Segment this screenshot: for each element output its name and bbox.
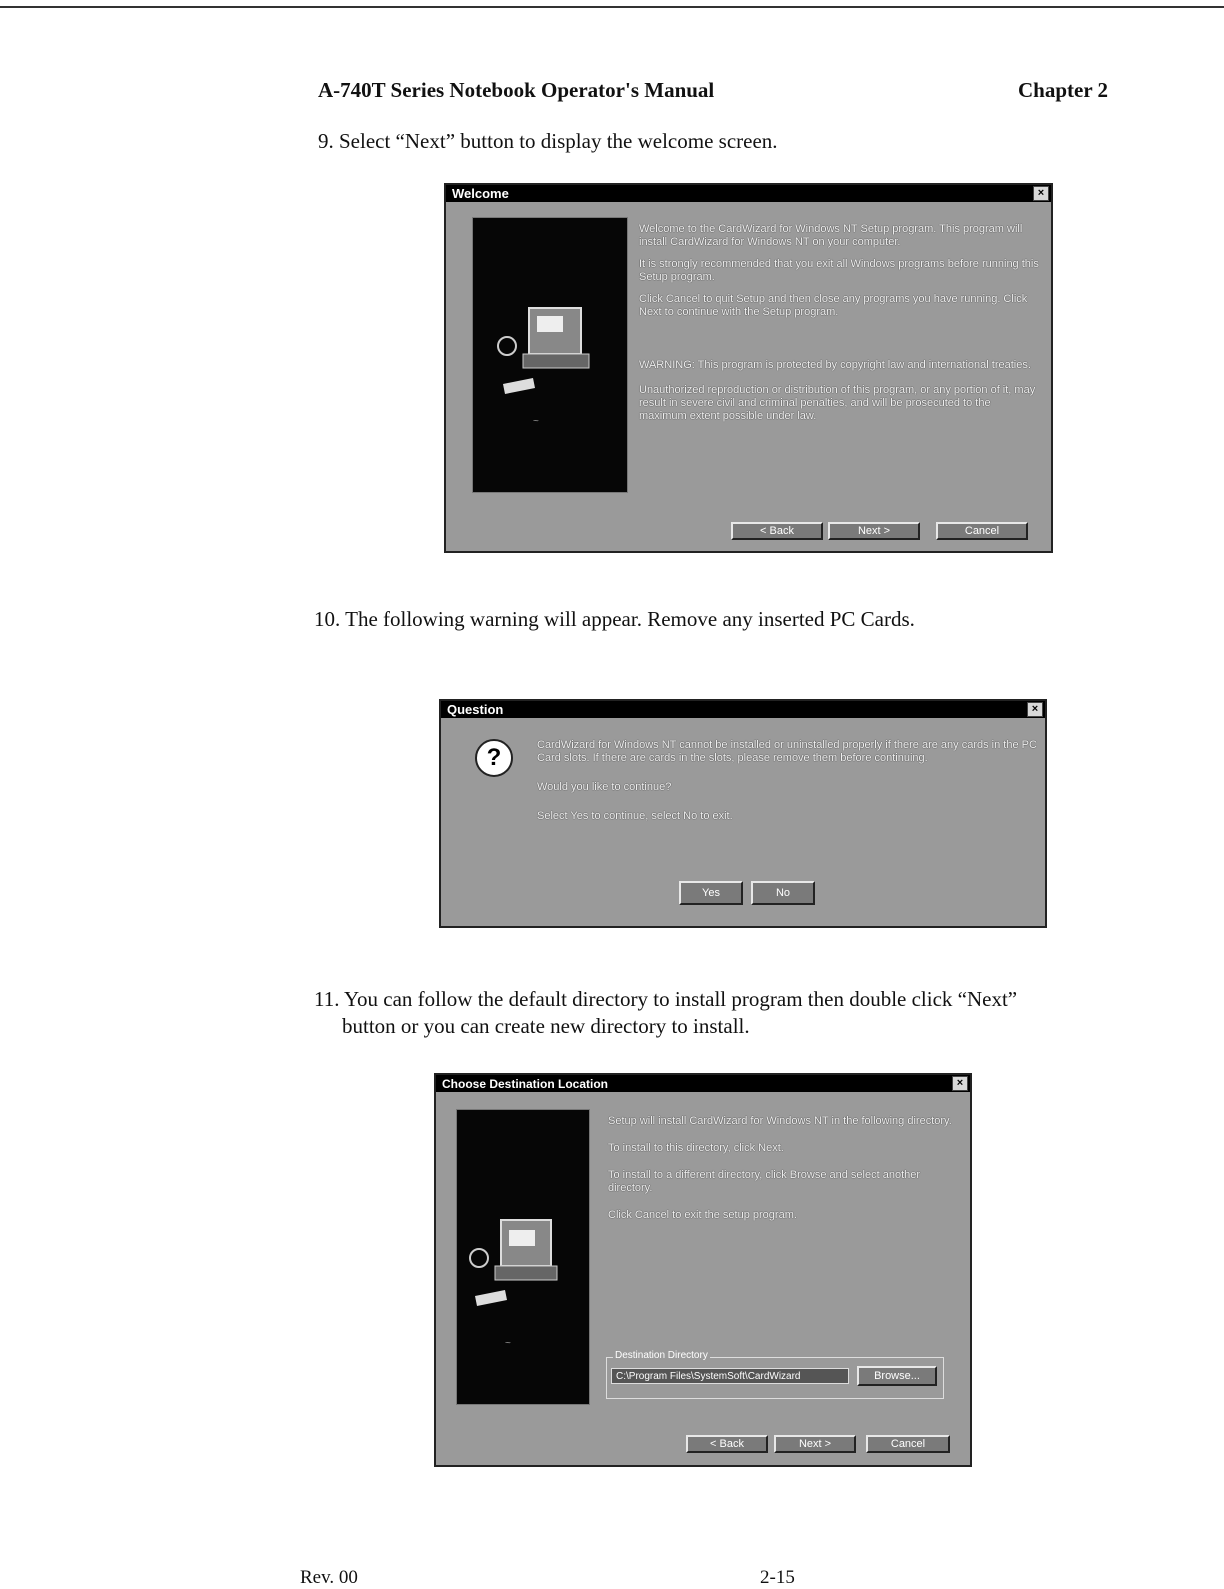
- welcome-paragraph: Welcome to the CardWizard for Windows NT Setup program. This program will install CardWizard for Windows NT on your computer.: [639, 223, 1023, 248]
- svg-text:~: ~: [533, 416, 539, 427]
- svg-text:~: ~: [505, 1338, 511, 1349]
- question-paragraph: Would you like to continue?: [537, 781, 672, 793]
- question-icon: ?: [475, 739, 513, 777]
- destination-paragraph: Click Cancel to exit the setup program.: [608, 1209, 797, 1221]
- cancel-button[interactable]: Cancel: [866, 1435, 950, 1453]
- welcome-close-button[interactable]: ×: [1033, 186, 1049, 201]
- destination-paragraph: To install to a different directory, click Browse and select another directory.: [608, 1169, 921, 1194]
- step-11-line-2: button or you can create new directory to install.: [342, 1014, 750, 1038]
- destination-close-button[interactable]: ×: [952, 1076, 968, 1091]
- destination-path-field: C:\Program Files\SystemSoft\CardWizard: [611, 1368, 849, 1384]
- destination-paragraph: Setup will install CardWizard for Windows NT in the following directory.: [608, 1115, 952, 1127]
- welcome-paragraph: Click Cancel to quit Setup and then close any programs you have running. Click Next to continue with the Setup program.: [639, 293, 1028, 318]
- question-paragraph: Select Yes to continue, select No to exit.: [537, 810, 733, 822]
- step-11-line-1: 11. You can follow the default directory to install program then double click “Next”: [314, 987, 1018, 1011]
- question-paragraph: CardWizard for Windows NT cannot be installed or uninstalled properly if there are any cards in the PC Card slots. If there are cards in the slots, please remove them before continuing.: [537, 739, 1037, 764]
- destination-directory-label: Destination Directory: [615, 1350, 708, 1361]
- page-number: 2-15: [760, 1567, 795, 1588]
- destination-dialog: [434, 1073, 972, 1467]
- destination-directory-group: [606, 1350, 944, 1399]
- cancel-button[interactable]: Cancel: [936, 522, 1028, 540]
- back-button[interactable]: < Back: [731, 522, 823, 540]
- welcome-paragraph: Unauthorized reproduction or distribution of this program, or any portion of it, may result in severe civil and criminal penalties, and will be prosecuted to the maximum extent possible under law.: [639, 384, 1036, 422]
- welcome-title: Welcome: [452, 186, 509, 201]
- question-dialog: [439, 699, 1047, 928]
- step-10: 10. The following warning will appear. Remove any inserted PC Cards.: [314, 607, 915, 631]
- destination-message: [608, 1115, 958, 1231]
- top-rule: [0, 6, 1224, 8]
- destination-paragraph: To install to this directory, click Next.: [608, 1142, 784, 1154]
- yes-button[interactable]: Yes: [679, 881, 743, 905]
- welcome-side-panel: [472, 217, 628, 493]
- welcome-titlebar: [446, 185, 1051, 202]
- manual-title: A-740T Series Notebook Operator's Manual: [318, 78, 715, 102]
- destination-titlebar: [436, 1075, 970, 1092]
- no-button[interactable]: No: [751, 881, 815, 905]
- welcome-dialog: [444, 183, 1053, 553]
- question-titlebar: [441, 701, 1045, 718]
- revision-label: Rev. 00: [300, 1567, 358, 1588]
- computer-setup-icon: [465, 1200, 575, 1350]
- welcome-message: [639, 223, 1039, 432]
- next-button[interactable]: Next >: [774, 1435, 856, 1453]
- browse-button[interactable]: Browse...: [857, 1366, 937, 1386]
- step-9: 9. Select “Next” button to display the welcome screen.: [318, 129, 778, 153]
- question-title: Question: [447, 702, 504, 717]
- next-button[interactable]: Next >: [828, 522, 920, 540]
- question-close-button[interactable]: ×: [1027, 702, 1043, 717]
- destination-title: Choose Destination Location: [442, 1077, 609, 1091]
- question-message: [537, 739, 1037, 832]
- destination-side-panel: [456, 1109, 590, 1405]
- welcome-paragraph: It is strongly recommended that you exit all Windows programs before running this Setup program.: [639, 258, 1039, 283]
- back-button[interactable]: < Back: [686, 1435, 768, 1453]
- chapter-label: Chapter 2: [1018, 78, 1109, 102]
- welcome-paragraph: WARNING: This program is protected by copyright law and international treaties.: [639, 359, 1031, 371]
- computer-setup-icon: [493, 288, 603, 428]
